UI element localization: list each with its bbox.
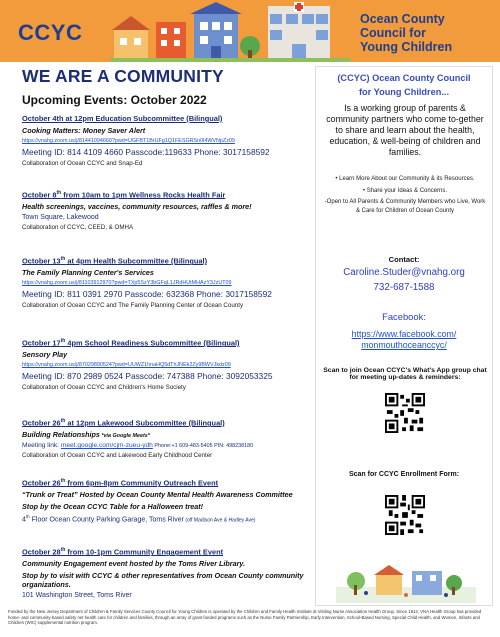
zoom-link[interactable]: https://vnahg.zoom.us/j/81441094660?pwd=UGFBT1BrUFg1Q1FESGRSn0l4WVNpZz09 — [22, 138, 235, 144]
enrollment-scan-text: Scan for CCYC Enrollment Form: — [348, 471, 460, 478]
collaboration-note: Collaboration of Ocean CCYC and The Family Planning Center of Ocean County — [22, 302, 244, 310]
contact-email[interactable]: Caroline.Studer@vnahg.org — [343, 267, 465, 278]
org-name-line2: Council for — [360, 26, 426, 40]
collaboration-note: Collaboration of Ocean CCYC and Children's Home Society — [22, 384, 186, 392]
org-name-line3: Young Children — [360, 40, 453, 54]
whatsapp-scan-text: Scan to join Ocean CCYC's What's App group chat for meeting up-dates & reminders: — [323, 367, 487, 382]
event-title: October 26th at 12pm Lakewood Subcommittee (Bilingual) — [22, 418, 225, 428]
enrollment-qr-code[interactable] — [385, 495, 425, 535]
event-location: 101 Washington Street, Toms River — [22, 592, 132, 600]
event-title: October 17th 4pm School Readiness Subcommittee (Bilingual) — [22, 338, 240, 348]
facebook-link-line1[interactable]: https://www.facebook.com/ — [351, 329, 457, 339]
event-subtitle: “Trunk or Treat” Hosted by Ocean County Mental Health Awareness Committee — [22, 490, 293, 500]
funding-footer: Funded by the New Jersey Department of Children & Family Services County Council for Young Children is operated by the Children and Family Health Institute at Visiting Nurse Association Health Group. Since 1912, VNA Health Group has provided home- and community-based safety net health care for children and families, through an array of grant funded programs such as the Nurse Family Partnership, Early Intervention, School-Based Nursing, Special Child Health, and Women, Infants and Children (WIC) supplemental nutrition program. — [8, 609, 482, 626]
event-subtitle: Building Relationships *via Google Meets* — [22, 430, 150, 440]
sidebar-description: Is a working group of parents & community partners who come to-gether to share and learn about the health, education, & well-being of children and families. — [326, 103, 484, 157]
page-title: WE ARE A COMMUNITY — [22, 66, 224, 86]
event-subtitle: The Family Planning Center's Services — [22, 268, 154, 278]
town-illustration — [110, 0, 350, 62]
event-subtitle-2: Stop by the Ocean CCYC Table for a Halloween treat! — [22, 502, 204, 512]
event-subtitle: Cooking Matters: Money Saver Alert — [22, 126, 146, 135]
collaboration-note: Collaboration of Ocean CCYC and Lakewood Early Childhood Center — [22, 452, 213, 460]
event-oct-26-trunk-or-treat — [22, 478, 314, 524]
main-column — [22, 66, 314, 107]
sidebar-title — [316, 71, 492, 99]
event-oct-28 — [22, 547, 314, 599]
facebook-link-line2[interactable]: monmouthoceanccyc/ — [361, 340, 447, 350]
facebook-heading: Facebook: — [382, 311, 426, 322]
event-oct-8 — [22, 190, 314, 231]
whatsapp-qr-code[interactable] — [385, 393, 425, 433]
page-subtitle: Upcoming Events: October 2022 — [22, 93, 207, 107]
community-illustration — [336, 557, 476, 603]
collaboration-note: Collaboration of Ocean CCYC and Snap-Ed — [22, 160, 143, 167]
meeting-info: Meeting ID: 870 2989 0524 Passcode: 747388 Phone: 3092053325 — [22, 371, 273, 382]
event-subtitle: Sensory Play — [22, 350, 68, 360]
event-location: Town Square, Lakewood — [22, 214, 99, 222]
event-title: October 8th from 10am to 1pm Wellness Rocks Health Fair — [22, 190, 226, 200]
google-meet-link[interactable]: meet.google.com/cjm-zueu-ydh — [60, 442, 153, 450]
meeting-info: Meeting ID: 814 4109 4660 Passcode:119633 Phone: 3017158592 — [22, 147, 270, 157]
event-location: 4th Floor Ocean County Parking Garage, Toms River (off Madison Ave & Hadley Ave) — [22, 514, 256, 524]
event-subtitle: Health screenings, vaccines, community resources, raffles & more! — [22, 202, 252, 212]
org-name — [360, 12, 452, 54]
event-oct-4 — [22, 114, 314, 167]
event-title: October 4th at 12pm Education Subcommittee (Bilingual) — [22, 114, 223, 123]
event-oct-17 — [22, 338, 314, 391]
sidebar — [315, 66, 493, 606]
header-banner — [0, 0, 500, 62]
bullet-share: • Share your Ideas & Concerns. — [362, 187, 448, 194]
event-oct-26-lakewood — [22, 418, 314, 459]
org-name-line1: Ocean County — [360, 12, 445, 26]
bullet-learn: • Learn More About our Community & its Resources. — [335, 176, 475, 182]
meeting-info: Meeting ID: 811 0391 2970 Passcode: 632368 Phone: 3017158592 — [22, 289, 272, 300]
facebook-link[interactable] — [316, 329, 492, 351]
bullet-open: -Open to All Parents & Community Members who Live, Work & Care for Children of Ocean County — [324, 199, 486, 214]
event-subtitle: Community Engagement event hosted by the Toms River Library. — [22, 559, 246, 569]
contact-heading: Contact: — [388, 255, 420, 264]
sidebar-title-line2: for Young Children... — [359, 87, 449, 97]
sidebar-bullets — [324, 175, 486, 215]
zoom-link[interactable]: https://vnahg.zoom.us/j/81103912970?pwd=TXp5SzY3bGFqL1JRdHUtMHAzY3JzUT09 — [22, 280, 232, 287]
event-subtitle-2: Stop by to visit with CCYC & other representatives from Ocean County community organizations. — [22, 571, 304, 590]
event-title: October 28th from 10-1pm Community Engagement Event — [22, 547, 224, 557]
sidebar-title-line1: (CCYC) Ocean County Council — [337, 73, 471, 83]
zoom-link[interactable]: https://vnahg.zoom.us/j/87029890524?pwd=UUWZ1hnaHQ5dThJNEk2Zy9BWVJkdz09 — [22, 362, 231, 369]
contact-phone[interactable]: 732-687-1588 — [373, 282, 435, 293]
event-title: October 13th at 4pm Health Subcommittee (Bilingual) — [22, 256, 208, 266]
event-oct-13 — [22, 256, 314, 309]
meeting-info: Meeting link: meet.google.com/cjm-zueu-ydh Phone:+1 609-483-5405 PIN: 498238180 — [22, 442, 254, 450]
collaboration-note: Collaboration of CCYC, CEED, & OMHA — [22, 224, 134, 232]
ccyc-logo: CCYC — [18, 20, 83, 45]
event-title: October 26th from 6pm-8pm Community Outreach Event — [22, 478, 219, 488]
